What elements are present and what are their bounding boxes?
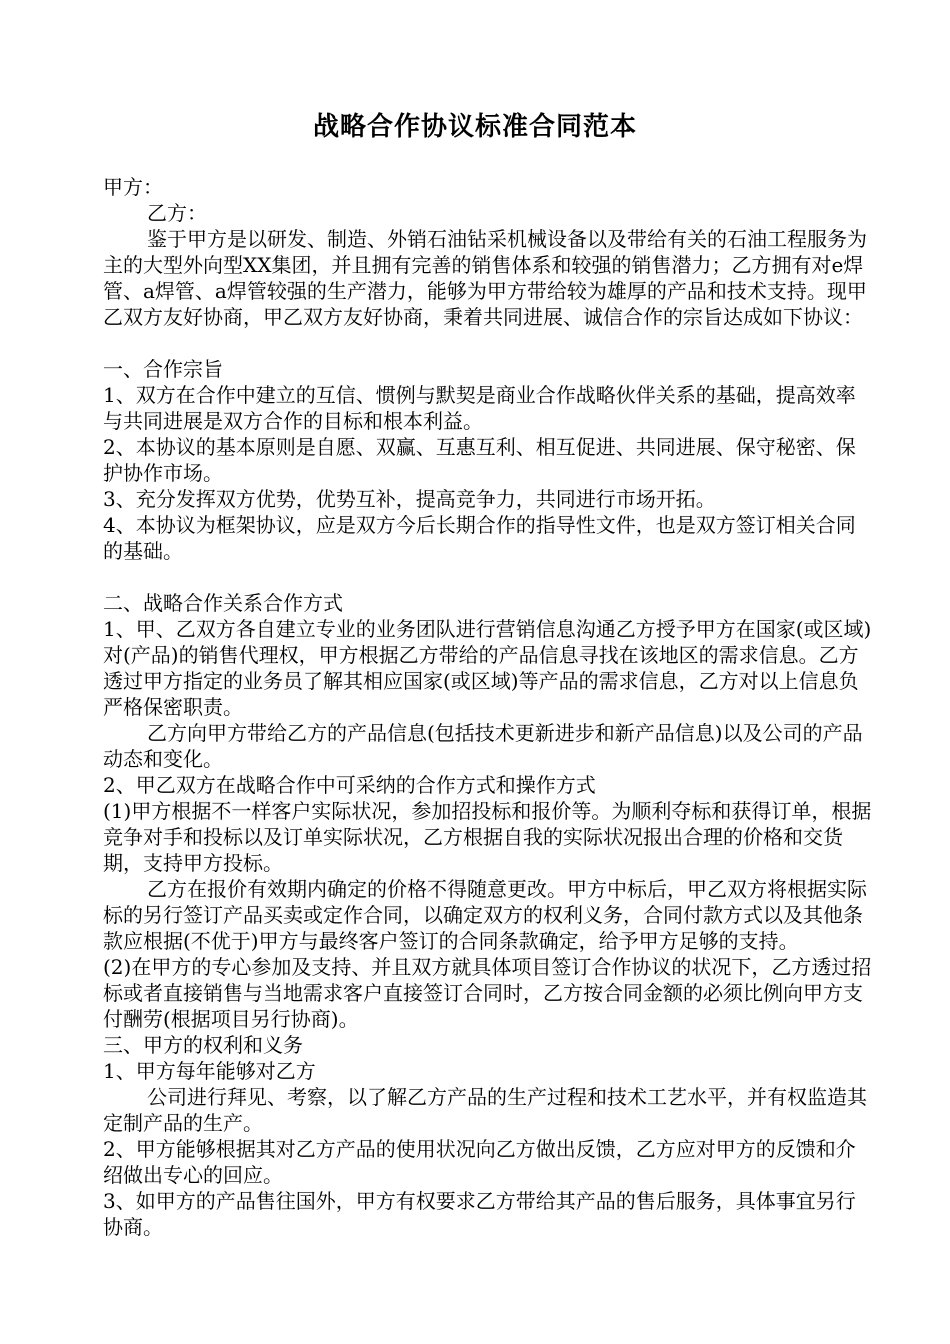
section-2-paragraph: (1)甲方根据不一样客户实际状况，参加招投标和报价等。为顺利夺标和获得订单，根据竞争对手和投标以及订单实际状况，乙方根据自我的实际状况报出合理的价格和交货期，支持甲方投标。 xyxy=(103,799,872,875)
spacer xyxy=(103,330,873,356)
section-2-heading: 二、战略合作关系合作方式 xyxy=(103,591,343,615)
section-1-item: 2、本协议的基本原则是自愿、双赢、互惠互利、相互促进、共同进展、保守秘密、保护协作市场。 xyxy=(103,435,856,485)
party-b-label: 乙方： xyxy=(147,201,207,225)
section-3-paragraph: 2、甲方能够根据其对乙方产品的使用状况向乙方做出反馈，乙方应对甲方的反馈和介绍做出专心的回应。 xyxy=(103,1137,856,1187)
section-1-item: 3、充分发挥双方优势，优势互补，提高竞争力，共同进行市场开拓。 xyxy=(103,487,716,511)
document-title: 战略合作协议标准合同范本 xyxy=(312,112,637,142)
section-3-paragraph: 公司进行拜见、考察，以了解乙方产品的生产过程和技术工艺水平，并有权监造其定制产品的生产。 xyxy=(103,1085,867,1135)
section-2-paragraph: 乙方在报价有效期内确定的价格不得随意更改。甲方中标后，甲乙双方将根据实际标的另行签订产品买卖或定作合同，以确定双方的权利义务，合同付款方式以及其他条款应根据(不优于)甲方与最终客户签订的合同条款确定，给予甲方足够的支持。 xyxy=(103,877,867,953)
party-a-label: 甲方： xyxy=(103,175,163,199)
section-1-item: 1、双方在合作中建立的互信、惯例与默契是商业合作战略伙伴关系的基础，提高效率与共同进展是双方合作的目标和根本利益。 xyxy=(103,383,856,433)
section-2-paragraph: (2)在甲方的专心参加及支持、并且双方就具体项目签订合作协议的状况下，乙方透过招标或者直接销售与当地需求客户直接签订合同时，乙方按合同金额的必须比例向甲方支付酬劳(根据项目另行协商)。 xyxy=(103,955,872,1031)
section-2-paragraph: 1、甲、乙双方各自建立专业的业务团队进行营销信息沟通乙方授予甲方在国家(或区域)对(产品)的销售代理权，甲方根据乙方带给的产品信息寻找在该地区的需求信息。乙方透过甲方指定的业务员了解其相应国家(或区域)等产品的需求信息，乙方对以上信息负严格保密职责。 xyxy=(103,617,872,719)
section-2-paragraph: 2、甲乙双方在战略合作中可采纳的合作方式和操作方式 xyxy=(103,773,596,797)
document-body xyxy=(103,174,873,1240)
section-3-paragraph: 3、如甲方的产品售往国外，甲方有权要求乙方带给其产品的售后服务，具体事宜另行协商。 xyxy=(103,1189,856,1239)
preamble-paragraph: 鉴于甲方是以研发、制造、外销石油钻采机械设备以及带给有关的石油工程服务为主的大型外向型XX集团，并且拥有完善的销售体系和较强的销售潜力；乙方拥有对e焊管、a焊管、a焊管较强的生产潜力，能够为甲方带给较为雄厚的产品和技术支持。现甲乙双方友好协商，甲乙双方友好协商，秉着共同进展、诚信合作的宗旨达成如下协议： xyxy=(103,227,867,329)
spacer xyxy=(103,564,873,590)
section-3-heading: 三、甲方的权利和义务 xyxy=(103,1033,303,1057)
section-3-paragraph: 1、甲方每年能够对乙方 xyxy=(103,1059,316,1083)
section-1-item: 4、本协议为框架协议，应是双方今后长期合作的指导性文件，也是双方签订相关合同的基础。 xyxy=(103,513,856,563)
section-2-paragraph: 乙方向甲方带给乙方的产品信息(包括技术更新进步和新产品信息)以及公司的产品动态和变化。 xyxy=(103,721,863,771)
section-1-heading: 一、合作宗旨 xyxy=(103,357,223,381)
